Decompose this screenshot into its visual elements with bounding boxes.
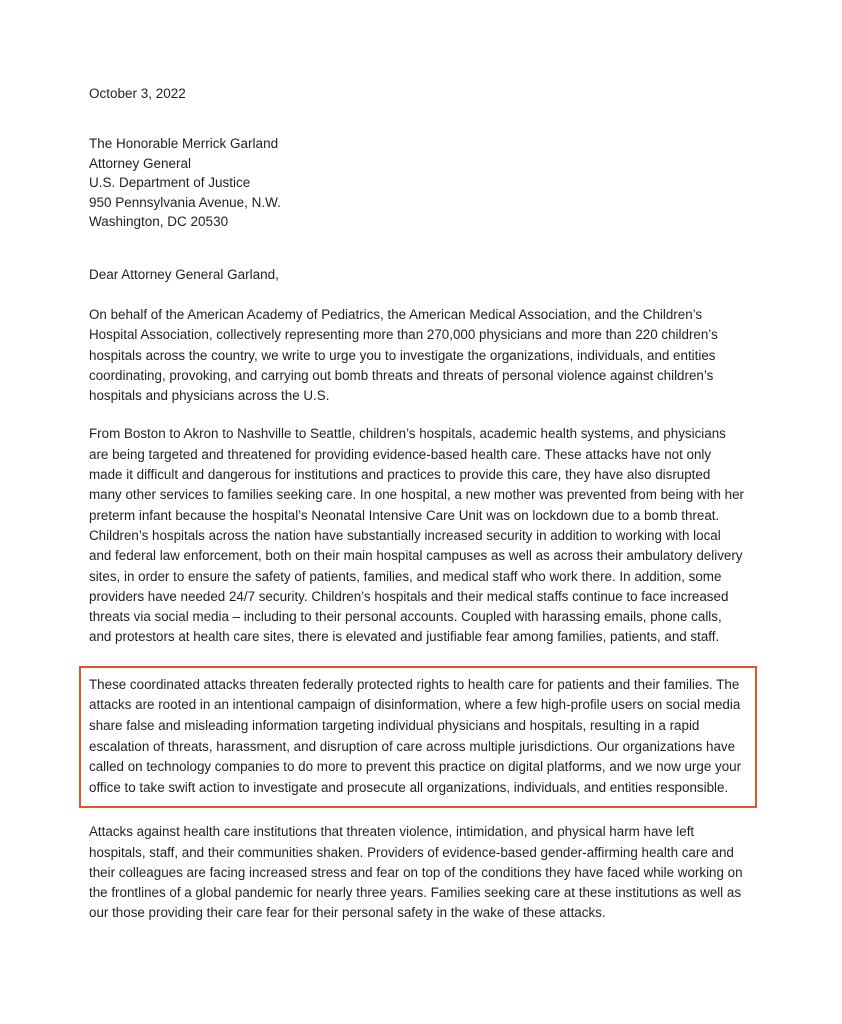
highlighted-paragraph-box (79, 666, 757, 809)
recipient-name: The Honorable Merrick Garland (89, 136, 279, 151)
letter-closing-paragraph: Attacks against health care institutions that threaten violence, intimidation, and physical harm have left hospitals, staff, and their communities shaken. Providers of evidence-based gender-affirming health care and their colleagues are facing increased stress and fear on top of the conditions they have faced while working on the frontlines of a global pandemic for nearly three years. Families seeking care at these institutions as well as our those providing their care fear for their personal safety in the wake of these attacks. (89, 824, 743, 921)
letter-paragraph-2: From Boston to Akron to Nashville to Seattle, children’s hospitals, academic health systems, and physicians are being targeted and threatened for providing evidence-based health care. These attacks have not only made it difficult and dangerous for institutions and practices to provide this care, they have also disrupted many other services to families seeking care. In one hospital, a new mother was prevented from being with her preterm infant because the hospital’s Neonatal Intensive Care Unit was on lockdown due to a bomb threat. Children’s hospitals across the nation have substantially increased security in addition to working with local and federal law enforcement, both on their main hospital campuses as well as across their ambulatory delivery sites, in order to ensure the safety of patients, families, and medical staff who work there. In addition, some providers have needed 24/7 security. Children’s hospitals and their medical staffs continue to face increased threats via social media – including to their personal accounts. Coupled with harassing emails, phone calls, and protestors at health care sites, there is elevated and justifiable fear among families, patients, and staff. (89, 426, 744, 645)
recipient-address-block (89, 134, 745, 232)
recipient-street: 950 Pennsylvania Avenue, N.W. (89, 194, 281, 210)
letter-date: October 3, 2022 (89, 86, 186, 101)
letter-salutation: Dear Attorney General Garland, (89, 266, 279, 282)
highlighted-paragraph-text: These coordinated attacks threaten federally protected rights to health care for patients and their families. The attacks are rooted in an intentional campaign of disinformation, where a few high-profile users on social media share false and misleading information targeting individual physicians and hospitals, resulting in a rapid escalation of threats, harassment, and disruption of care across multiple jurisdictions. Our organizations have called on technology companies to do more to prevent this practice on digital platforms, and we now urge your office to take swift action to investigate and prosecute all organizations, individuals, and entities responsible. (89, 676, 742, 795)
recipient-department: U.S. Department of Justice (89, 175, 251, 191)
recipient-title: Attorney General (89, 155, 192, 171)
letter-paragraph-1: On behalf of the American Academy of Pediatrics, the American Medical Association, and the Children’s Hospital Association, collectively representing more than 270,000 physicians and more than 220 children’s hospitals across the country, we write to urge you to investigate the organizations, individuals, and entities coordinating, provoking, and carrying out bomb threats and threats of personal violence against children’s hospitals and physicians across the U.S. (89, 306, 718, 404)
letter-body (89, 84, 745, 942)
recipient-city-state-zip: Washington, DC 20530 (89, 214, 229, 230)
